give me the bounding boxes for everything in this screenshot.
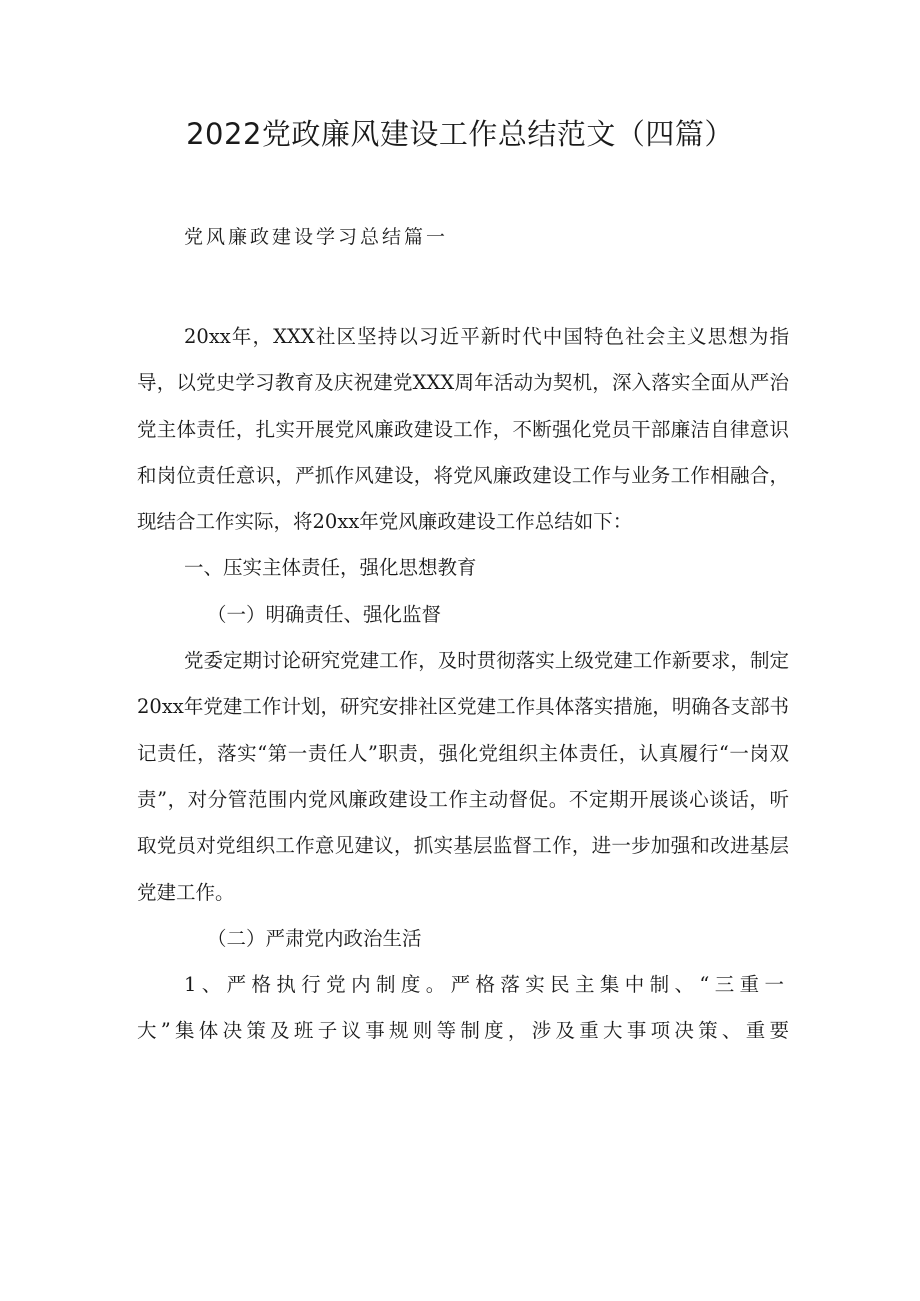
document-title: 2022党政廉风建设工作总结范文（四篇） [186,117,734,151]
paragraph-party-system [137,962,789,1055]
document-body [137,314,789,1055]
paragraph-intro: 20xx年，XXX社区坚持以习近平新时代中国特色社会主义思想为指导，以党史学习教育及庆祝建党XXX周年活动为契机，深入落实全面从严治党主体责任，扎实开展党风廉政建设工作，不断强化党员干部廉洁自律意识和岗位责任意识，严抓作风建设，将党风廉政建设工作与业务工作相融合，现结合工作实际，将20xx年党风廉政建设工作总结如下： [137,325,789,534]
heading-level-2-second: （二）严肃党内政治生活 [207,926,422,950]
paragraph-party-system-line-1: 1、严格执行党内制度。严格落实民主集中制、“三重一 [184,973,784,997]
paragraph-responsibility: 党委定期讨论研究党建工作，及时贯彻落实上级党建工作新要求，制定20xx年党建工作计划，研究安排社区党建工作具体落实措施，明确各支部书记责任，落实“第一责任人”职责，强化党组织主体责任，认真履行“一岗双责”，对分管范围内党风廉政建设工作主动督促。不定期开展谈心谈话，听取党员对党组织工作意见建议，抓实基层监督工作，进一步加强和改进基层党建工作。 [137,649,789,904]
heading-level-1: 一、压实主体责任，强化思想教育 [184,556,477,580]
section-subtitle: 党风廉政建设学习总结篇一 [184,226,449,248]
heading-level-2-first: （一）明确责任、强化监督 [207,602,442,626]
paragraph-party-system-line-2: 大”集体决策及班子议事规则等制度，涉及重大事项决策、重要 [137,1019,789,1043]
